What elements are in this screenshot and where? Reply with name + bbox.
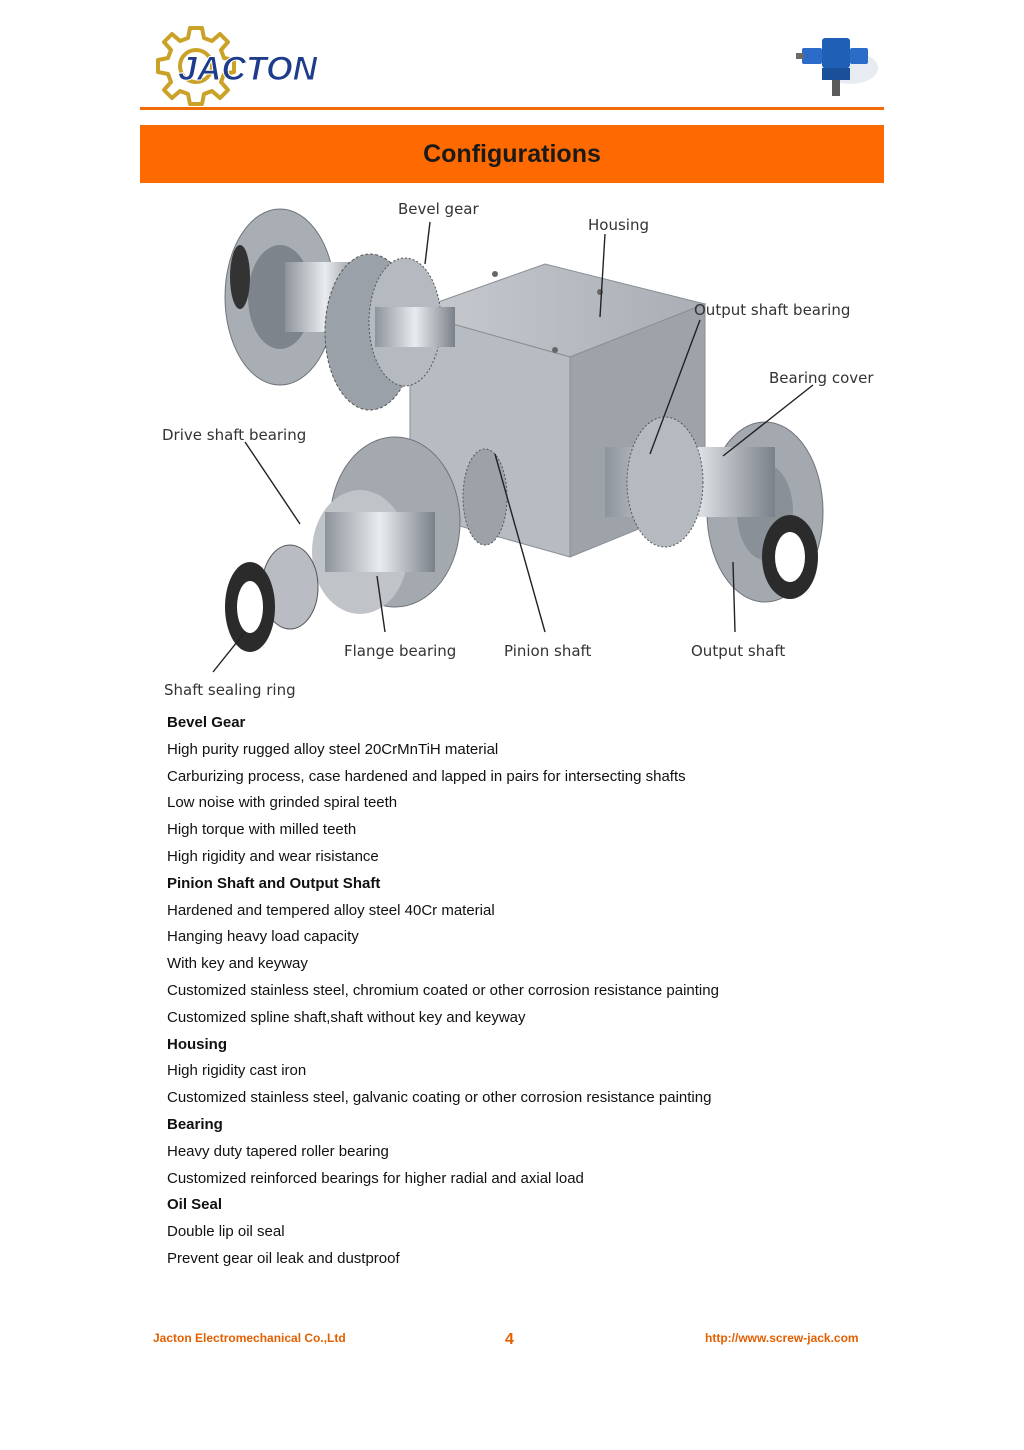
spec-line: High purity rugged alloy steel 20CrMnTiH material <box>167 740 499 758</box>
callout-output-shaft-bearing: Output shaft bearing <box>694 301 851 319</box>
diagram-drawing <box>145 192 885 707</box>
footer-company: Jacton Electromechanical Co.,Ltd <box>153 1331 346 1345</box>
spec-line: With key and keyway <box>167 955 308 973</box>
spec-heading: Bevel Gear <box>167 714 246 731</box>
footer-url[interactable]: http://www.screw-jack.com <box>705 1331 859 1345</box>
callout-bearing-cover: Bearing cover <box>769 369 874 387</box>
spec-line: Customized stainless steel, galvanic coating or other corrosion resistance painting <box>167 1089 712 1107</box>
right-angle-gearbox-icon <box>792 28 880 104</box>
callout-output-shaft: Output shaft <box>691 642 786 660</box>
spec-heading: Pinion Shaft and Output Shaft <box>167 874 381 892</box>
spec-heading: Oil Seal <box>167 1196 223 1214</box>
exploded-gearbox-diagram <box>145 192 885 707</box>
header-rule <box>140 107 884 110</box>
spec-line: High rigidity and wear risistance <box>167 847 379 865</box>
page-title: Configurations <box>423 139 601 168</box>
spec-line: High torque with milled teeth <box>167 821 357 839</box>
spec-line: Hanging heavy load capacity <box>167 928 359 946</box>
spec-heading: Housing <box>167 1035 227 1053</box>
spec-line: Carburizing process, case hardened and lapped in pairs for intersecting shafts <box>167 767 686 785</box>
spec-line: High rigidity cast iron <box>167 1062 307 1080</box>
logo-wordmark: JACTON <box>178 50 318 88</box>
callout-shaft-sealing-ring: Shaft sealing ring <box>164 681 296 699</box>
title-banner <box>140 125 884 183</box>
spec-line: Customized spline shaft,shaft without key and keyway <box>167 1008 526 1026</box>
callout-flange-bearing: Flange bearing <box>344 642 457 660</box>
spec-line: Heavy duty tapered roller bearing <box>167 1142 389 1160</box>
callout-housing: Housing <box>588 216 649 234</box>
page-number: 4 <box>505 1331 514 1348</box>
spec-line: Customized reinforced bearings for higher radial and axial load <box>167 1169 584 1187</box>
callout-drive-shaft-bearing: Drive shaft bearing <box>162 426 307 444</box>
spec-line: Prevent gear oil leak and dustproof <box>167 1249 400 1267</box>
callout-pinion-shaft: Pinion shaft <box>504 642 592 660</box>
output-shaft-assembly <box>605 417 823 602</box>
callout-bevel-gear: Bevel gear <box>398 200 479 218</box>
spec-line: Customized stainless steel, chromium coated or other corrosion resistance painting <box>167 981 719 999</box>
spec-list <box>167 710 887 1273</box>
spec-line: Double lip oil seal <box>167 1223 285 1241</box>
spec-line: Hardened and tempered alloy steel 40Cr material <box>167 901 495 919</box>
spec-line: Low noise with grinded spiral teeth <box>167 794 398 812</box>
jacton-logo <box>150 22 340 108</box>
spec-heading: Bearing <box>167 1115 223 1133</box>
